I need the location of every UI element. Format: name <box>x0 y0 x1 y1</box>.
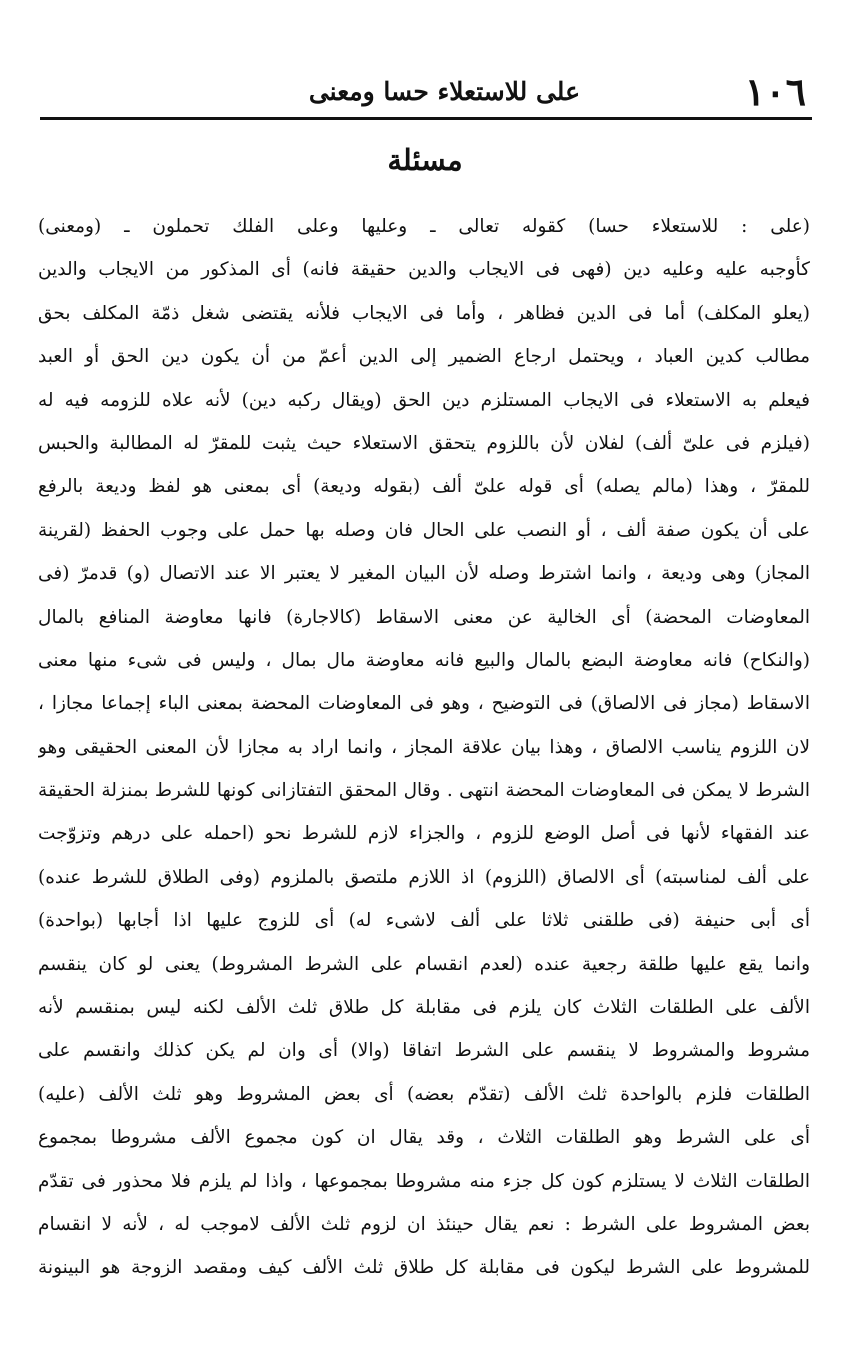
text-line: وانما يقع عليها طلقة رجعية عنده (لعدم انقسام على الشرط المشروط) يعنى لو كان ينقسم <box>38 953 810 975</box>
text-line: المجاز) وهى وديعة ، وانما اشترط وصله لأن البيان المغير لا يعتبر الا عند الاتصال (و) قدمرّ (فى <box>38 563 810 585</box>
text-line: عند الفقهاء لأنها فى أصل الوضع للزوم ، والجزاء لازم للشرط نحو (احمله على درهم وتزوّجت <box>38 823 810 845</box>
text-line: (فيلزم فى علىّ ألف) لفلان لأن باللزوم يتحقق الاستعلاء حيث يثبت للمقرّ له المطالبة والحبس <box>38 432 810 454</box>
header-rule <box>40 117 812 120</box>
text-line: فيعلم به الاستعلاء فى الايجاب المستلزم دين الحق (ويقال ركبه دين) لأنه علاه للزومه فيه له <box>38 389 810 411</box>
text-line: أى أبى حنيفة (فى طلقنى ثلاثا على ألف لاشىء له) أى للزوج عليها اذا أجابها (بواحدة) <box>38 910 810 932</box>
text-line: الطلقات فلزم بالواحدة ثلث الألف (تقدّم بعضه) أى بعض المشروط وهو ثلث الألف (عليه) <box>38 1083 810 1105</box>
text-line: لان اللزوم يناسب الالصاق ، وهذا بيان علاقة المجاز ، وانما اراد به مجازا لأن المعنى الحقيقى وهو <box>38 736 810 758</box>
text-line: للمشروط على الشرط ليكون فى مقابلة كل طلاق ثلث الألف كيف ومقصد الزوجة هو البينونة <box>38 1257 810 1279</box>
text-line: الاسقاط (مجاز فى الالصاق) فى التوضيح ، وهو فى المعاوضات المحضة بمعنى الباء إجماعا مجازا ، <box>38 693 810 715</box>
text-line: مشروط والمشروط لا ينقسم على الشرط اتفاقا (والا) أى وان لم يكن كذلك وانقسم على <box>38 1040 810 1062</box>
text-line: (على : للاستعلاء حسا) كقوله تعالى ـ وعليها وعلى الفلك تحملون ـ (ومعنى) <box>38 216 810 237</box>
text-line: بعض المشروط على الشرط : نعم يقال حينئذ ان لزوم ثلث الألف لاموجب له ، لأنه لا انقسام <box>38 1213 810 1235</box>
text-line: الطلقات الثلاث لا يستلزم كون كل جزء منه مشروطا بمجموعها ، واذا لم يلزم فلا محذور فى تقدّم <box>38 1170 810 1192</box>
page-header <box>40 70 810 118</box>
running-head: على للاستعلاء حسا ومعنى <box>308 77 580 106</box>
text-line: المعاوضات المحضة) أى الخالية عن معنى الاسقاط (كالاجارة) فانها معاوضة المنافع بالمال <box>38 606 810 628</box>
text-line: الشرط لا يمكن فى المعاوضات المحضة انتهى . وقال المحقق التفتازانى كونها للشرط بمنزلة الحقيقة <box>38 780 810 802</box>
text-line: كأوجبه عليه وعليه دين (فهى فى الايجاب والدين حقيقة فانه) أى المذكور من الايجاب والدين <box>38 259 810 281</box>
text-line: للمقرّ ، وهذا (مالم يصله) أى قوله علىّ ألف (بقوله وديعة) أى بمعنى هو لفظ وديعة بالرفع <box>38 476 810 498</box>
text-line: على ألف لمناسبته) أى الالصاق (اللزوم) اذ اللازم ملتصق بالملزوم (وفى الطلاق للشرط عنده) <box>38 866 810 888</box>
text-line: (يعلو المكلف) أما فى الدين فظاهر ، وأما فى الايجاب فلأنه يقتضى شغل ذمّة المكلف بحق <box>38 302 810 324</box>
text-line: أى على الشرط وهو الطلقات الثلاث ، وقد يقال ان كون مجموع الألف مشروطا بمجموع <box>38 1127 810 1149</box>
page-number: ١٠٦ <box>744 69 806 114</box>
text-line: الألف على الطلقات الثلاث كان يلزم فى مقابلة كل طلاق ثلث الألف لكنه ليس بمنقسم لأنه <box>38 997 810 1019</box>
text-line: على أن يكون صفة ألف ، أو النصب على الحال فان وصله بها حمل على وجوب الحفظ (لقرينة <box>38 519 810 541</box>
text-line: مطالب كدين العباد ، ويحتمل ارجاع الضمير إلى الدين أعمّ من أن يكون دين الحق أو العبد <box>38 346 810 368</box>
text-line: (والنكاح) فانه معاوضة البضع بالمال والبيع فانه معاوضة مال بمال ، وليس فى شىء منها معنى <box>38 649 810 671</box>
section-title: مسئلة <box>387 143 463 177</box>
body-text <box>38 205 810 1290</box>
